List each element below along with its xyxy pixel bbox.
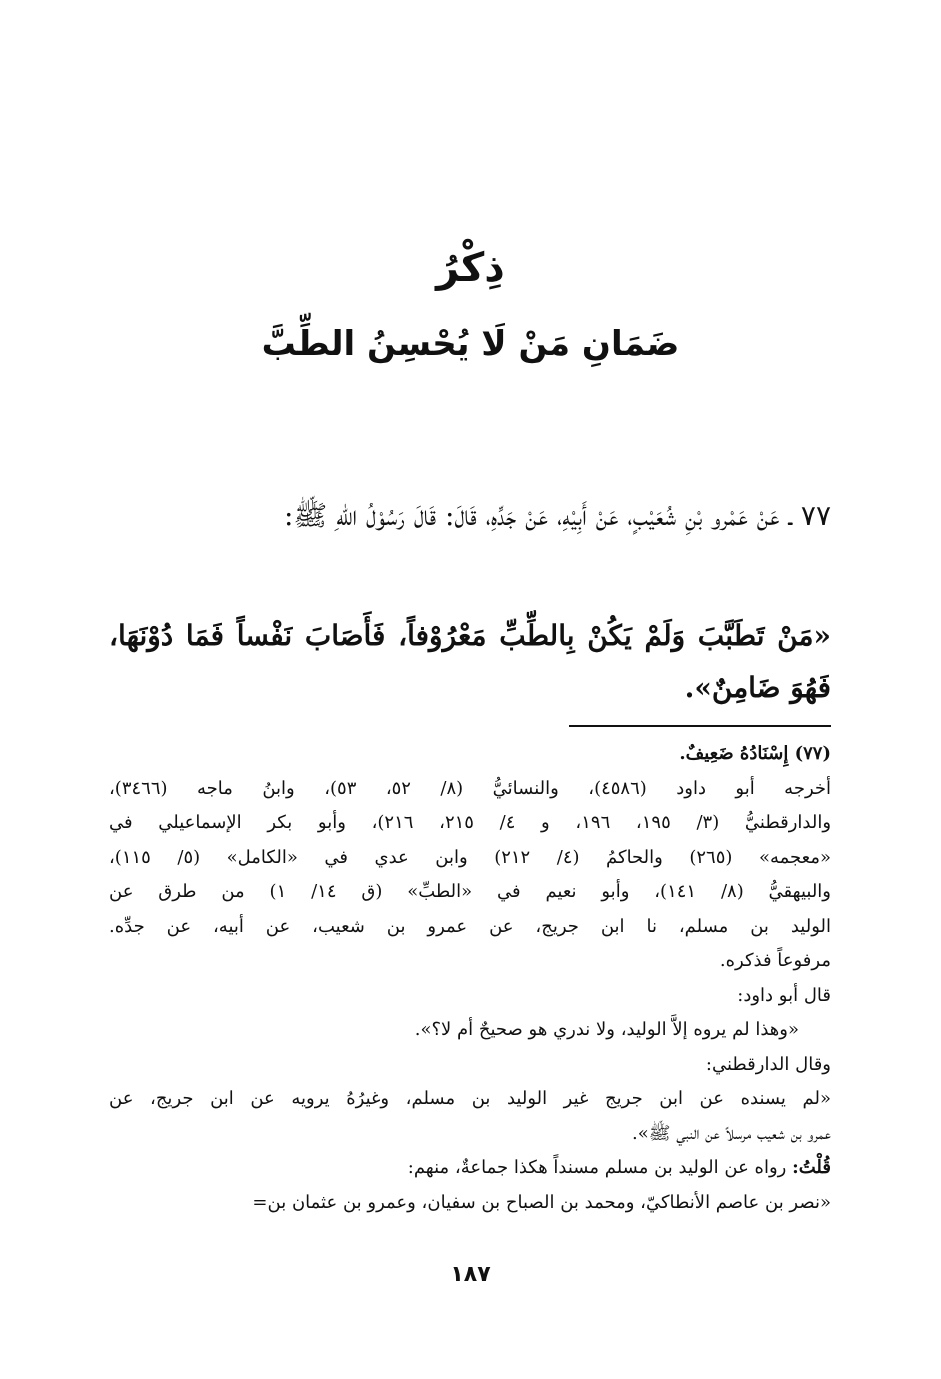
daraqutni-label: وقال الدارقطني: <box>705 1053 831 1075</box>
chapter-title-dhikr: ذِكْرُ <box>436 245 505 291</box>
qultu-text: رواه عن الوليد بن مسلم مسنداً هكذا جماعةٌ، منهم: <box>407 1157 793 1178</box>
daraqutni-quote: «لم يسنده عن ابن جريج غير الوليد بن مسلم، وغيرُهُ يرويه عن ابن جريج، عن <box>109 1088 831 1109</box>
hadith-matn: «مَنْ تَطَبَّبَ وَلَمْ يَكُنْ بِالطِّبِّ مَعْرُوْفاً، فَأَصَابَ نَفْساً فَمَا دُوْنَهَا، فَهُوَ ضَامِنٌ». <box>109 619 831 704</box>
daraqutni-quote: عمرو بن شعيب مرسلاً عن النبي ﷺ». <box>632 1122 831 1144</box>
hadith-isnad: ٧٧ ـ عَنْ عَمْرو بْنِ شُعَيْبٍ، عَنْ أَبِيْهِ، عَنْ جَدِّهِ، قَالَ: قَالَ رَسُوْلُ اللّٰهِ ﷺ: <box>283 499 831 532</box>
author-comment <box>109 1151 831 1186</box>
footnote-line: «معجمه» (٢٦٥) والحاكمُ (٤/ ٢١٢) وابن عدي في «الكامل» (٥/ ١١٥)، <box>109 846 831 868</box>
footnote-line: مرفوعاً فذكره. <box>719 950 831 971</box>
footnote-divider <box>569 725 831 727</box>
footnotes <box>109 737 831 1220</box>
footnote-line: «نصر بن عاصم الأنطاكيّ، ومحمد بن الصباح بن سفيان، وعمرو بن عثمان بن= <box>252 1191 831 1213</box>
qultu-label: قُلْتُ: <box>792 1157 831 1178</box>
abu-dawud-label: قال أبو داود: <box>737 984 831 1006</box>
footnote-line: والبيهقيُّ (٨/ ١٤١)، وأبو نعيم في «الطبِّ» (ق ١٤/ ١) من طرق عن <box>109 881 832 902</box>
page-number: ١٨٧ <box>450 1262 491 1287</box>
footnote-line: أخرجه أبو داود (٤٥٨٦)، والنسائيُّ (٨/ ٥٢، ٥٣)، وابنُ ماجه (٣٤٦٦)، <box>109 777 832 799</box>
abu-dawud-quote: «وهذا لم يروه إلاَّ الوليد، ولا ندري هو صحيحٌ أم لا؟». <box>414 1019 799 1040</box>
footnote-line: والدارقطنيُّ (٣/ ١٩٥، ١٩٦، و ٤/ ٢١٥، ٢١٦)، وأبو بكر الإسماعيلي في <box>109 812 832 833</box>
footnote-heading: (٧٧) إِسْنَادُهُ ضَعِيفٌ. <box>679 743 831 764</box>
footnote-line: الوليد بن مسلم، نا ابن جريج، عن عمرو بن شعيب، عن أبيه، عن جدِّه. <box>109 915 831 937</box>
chapter-title-subject: ضَمَانِ مَنْ لَا يُحْسِنُ الطِّبَّ <box>261 324 680 364</box>
